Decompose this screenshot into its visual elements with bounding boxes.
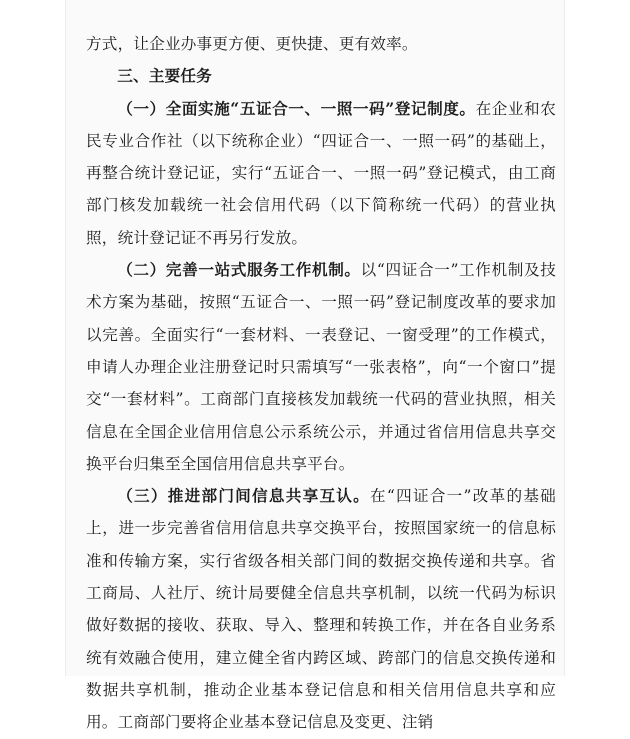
- section-heading: 三、主要任务: [117, 66, 212, 86]
- task-item-2-body: 以“四证合一”工作机制及技术方案为基础，按照“五证合一、一照一码”登记制度改革的要求加以完善。全面实行“一套材料、一表登记、一窗受理”的工作模式，申请人办理企业注册登记时只需填写“一张表格”，向“一个窗口”提交“一套材料”。工商部门直接核发加载统一代码的营业执照，相关信息在全国企业信用信息公示系统公示，并通过省信用信息共享交换平台归集至全国信用信息共享平台。: [86, 261, 556, 473]
- task-item-2: [86, 254, 556, 480]
- task-item-3-body: 在“四证合一”改革的基础上，进一步完善省信用信息共享交换平台，按照国家统一的信息标准和传输方案，实行省级各相关部门间的数据交换传递和共享。省工商局、人社厅、统计局要健全信息共享机制，以统一代码为标识做好数据的接收、获取、导入、整理和转换工作，并在各自业务系统有效融合使用，建立健全省内跨区域、跨部门的信息交换传递和数据共享机制，推动企业基本登记信息和相关信用信息共享和应用。工商部门要将企业基本登记信息及变更、注销: [86, 487, 556, 732]
- document-body: [86, 28, 556, 739]
- task-item-1-lead: （一）全面实施“五证合一、一照一码”登记制度。: [117, 98, 476, 118]
- task-item-3: [86, 480, 556, 738]
- intro-paragraph-tail: 方式，让企业办事更方便、更快捷、更有效率。: [86, 35, 418, 53]
- task-item-2-lead: （二）完善一站式服务工作机制。: [117, 260, 361, 280]
- task-item-1-body: 在企业和农民专业合作社（以下统称企业）“四证合一、一照一码”的基础上，再整合统计登记证，实行“五证合一、一照一码”登记模式，由工商部门核发加载统一社会信用代码（以下简称统一代码）的营业执照，统计登记证不再另行发放。: [86, 99, 556, 247]
- task-item-1: [86, 93, 556, 254]
- task-item-3-lead: （三）推进部门间信息共享互认。: [117, 486, 371, 506]
